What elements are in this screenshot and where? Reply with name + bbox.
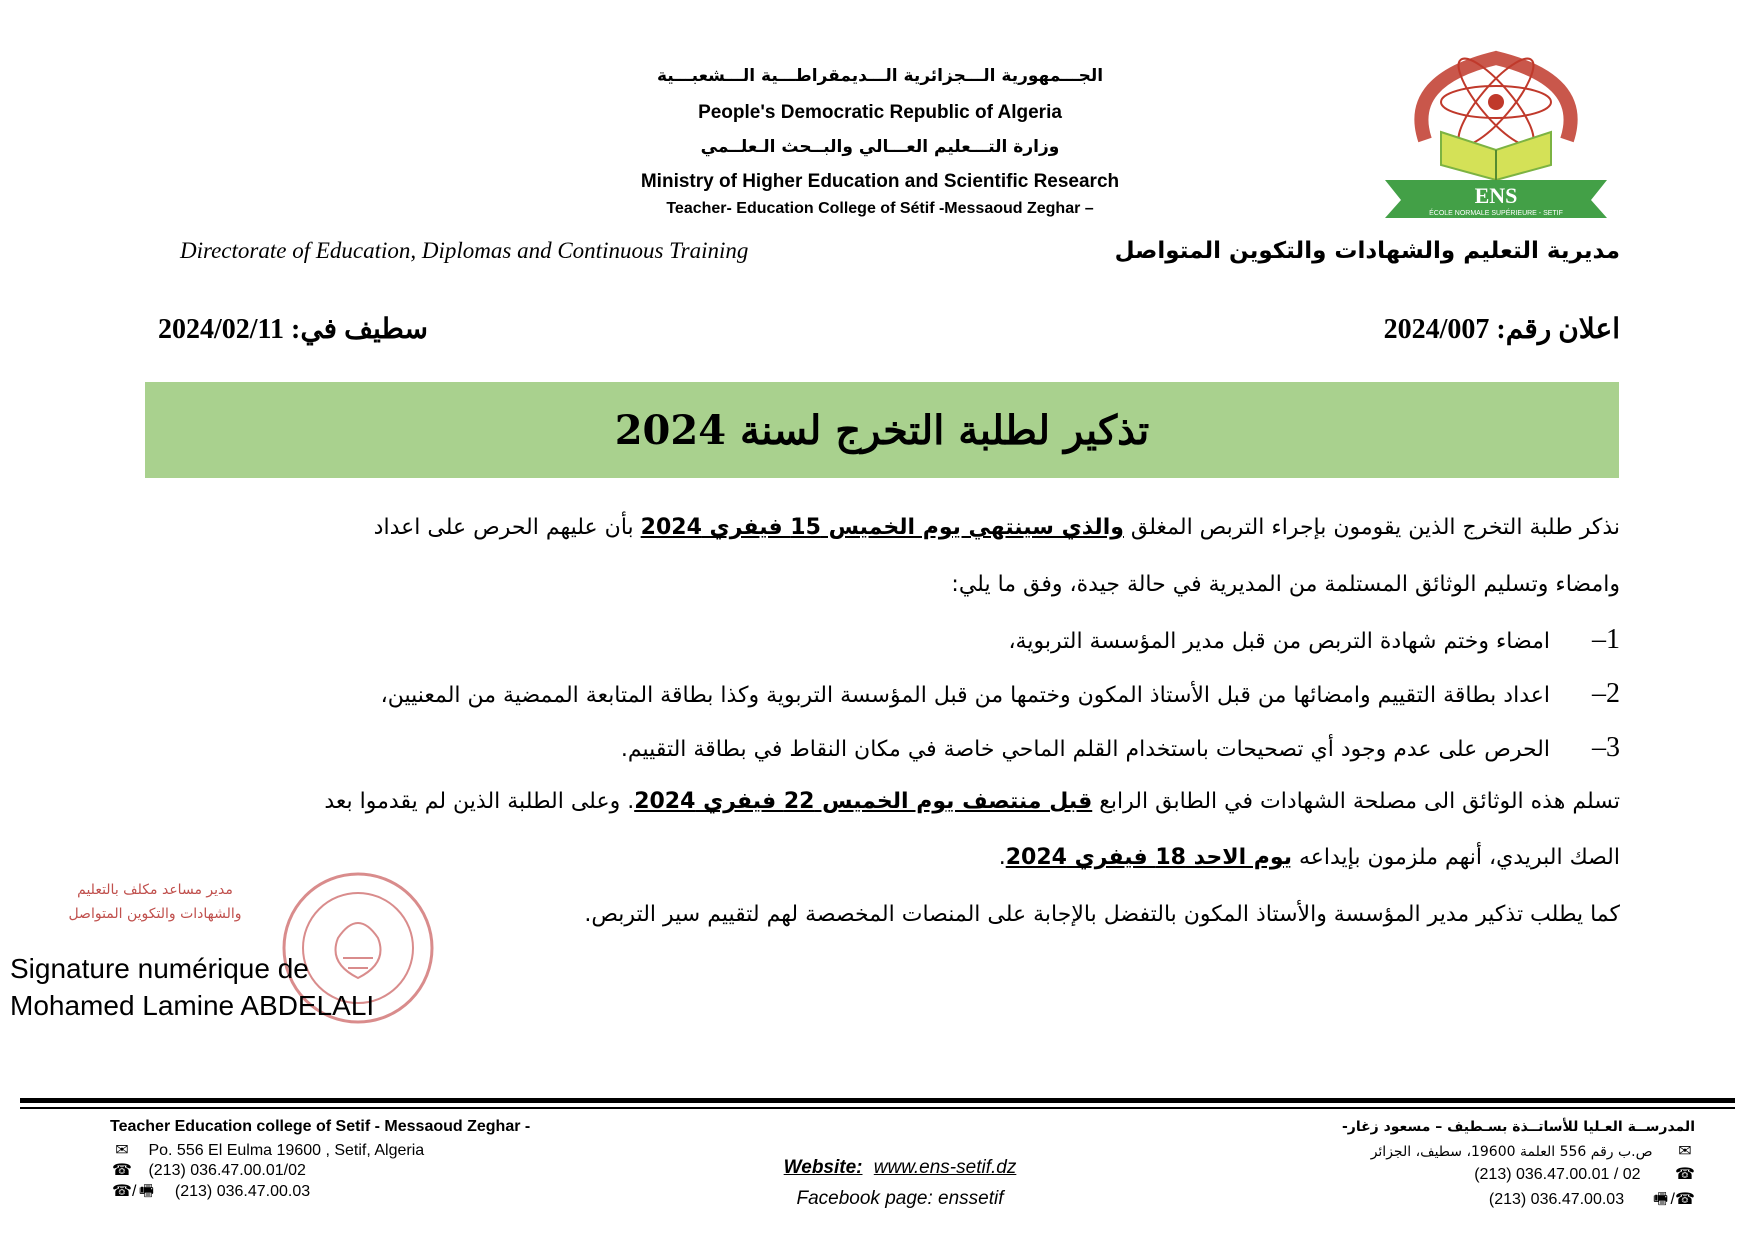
- ministry-ar: وزارة التـــعليم العـــالي والبــحث الـعلــمي: [700, 137, 1060, 157]
- list-text: اعداد بطاقة التقييم وامضائها من قبل الأستاذ المكون وختمها من قبل المؤسسة التربوية وكذا بطاقة المتابعة الممضية من المعنيين،: [380, 683, 1550, 708]
- p2-text-b: . وعلى الطلبة الذين لم يقدموا بعد: [324, 789, 635, 814]
- list-text: الحرص على عدم وجود أي تصحيحات باستخدام القلم الماحي خاصة في مكان النقاط في بطاقة التقييم.: [620, 737, 1550, 762]
- phone-icon: ☎: [1675, 1166, 1695, 1183]
- footer-right-fax-row: (213) 036.47.00.03 🖷 /☎: [1489, 1188, 1695, 1215]
- footer-left-fax: (213) 036.47.00.03: [174, 1183, 311, 1200]
- digital-signature-line-1: Signature numérique de: [10, 953, 309, 984]
- ministry-en: Ministry of Higher Education and Scientific Research: [640, 171, 1120, 192]
- footer-left-address: Po. 556 El Eulma 19600 , Setif, Algeria: [148, 1142, 425, 1159]
- footer-facebook: Facebook page: enssetif: [796, 1188, 1004, 1209]
- footer-left-name: Teacher Education college of Setif - Messaoud Zeghar -: [110, 1118, 531, 1135]
- footer-divider-thin: [20, 1107, 1735, 1109]
- announcement-number: 2024/007: [1383, 314, 1490, 345]
- footer-right-address: ص.ب رقم 556 العلمة 19600، سطيف، الجزائر: [1370, 1144, 1653, 1160]
- p1-underlined: والذي سينتهي يوم الخميس 15 فيفري 2024: [640, 515, 1124, 540]
- mail-icon: ✉: [115, 1142, 129, 1159]
- paragraph-2: [324, 789, 1620, 814]
- p1-text-a: نذكر طلبة التخرج الذين يقومون بإجراء التربص المغلق: [1123, 515, 1620, 540]
- digital-signature-line-2: Mohamed Lamine ABDELALI: [10, 990, 375, 1021]
- college-en: Teacher- Education College of Sétif -Messaoud Zeghar –: [666, 200, 1094, 217]
- website-label: Website:: [783, 1157, 863, 1178]
- list-item: [381, 678, 1620, 710]
- p3-text-b: .: [998, 845, 1006, 870]
- directorate-ar: مديرية التعليم والشهادات والتكوين المتواصل: [1114, 238, 1620, 264]
- footer-website-row: [720, 1157, 1080, 1179]
- directorate-en: Directorate of Education, Diplomas and Continuous Training: [180, 238, 749, 263]
- footer-left-fax-row: ☎/ 🖷 (213) 036.47.00.03: [112, 1180, 310, 1207]
- stamp-title-line-1: مدير مساعد مكلف بالتعليم: [77, 882, 233, 898]
- republic-ar: الجـــمهورية الـــجزائرية الـــديمقراطـــية الـــشعبـــية: [656, 66, 1104, 86]
- logo-text: ENS: [1474, 183, 1518, 208]
- footer-left-phone-row: [112, 1160, 306, 1180]
- phone-icon: ☎: [112, 1183, 132, 1200]
- date-ref: [158, 312, 428, 346]
- list-item: [1008, 624, 1620, 656]
- footer-divider-thick: [20, 1098, 1735, 1103]
- school-logo: [1365, 40, 1627, 220]
- paragraph-1-line-1: [374, 515, 1620, 540]
- list-text: امضاء وختم شهادة التربص من قبل مدير المؤسسة التربوية،: [1008, 629, 1550, 654]
- footer-right-phone-row: [1474, 1164, 1695, 1184]
- title-banner: [145, 382, 1619, 478]
- place-label: سطيف في:: [291, 314, 428, 345]
- p2-text-a: تسلم هذه الوثائق الى مصلحة الشهادات في الطابق الرابع: [1092, 789, 1620, 814]
- list-item: [621, 732, 1620, 764]
- p3-underlined: يوم الاحد 18 فيفري 2024: [1005, 845, 1292, 870]
- logo-subtext: ÉCOLE NORMALE SUPÉRIEURE - SETIF: [1429, 210, 1563, 217]
- mail-icon: ✉: [1678, 1141, 1692, 1160]
- footer-right-fax: (213) 036.47.00.03: [1488, 1191, 1625, 1208]
- footer-right-phone: (213) 036.47.00.01 / 02: [1474, 1166, 1641, 1183]
- paragraph-3: [999, 845, 1620, 870]
- p3-text-a: الصك البريدي، أنهم ملزمون بإيداعه: [1291, 845, 1620, 870]
- footer-right-name: المدرســة العـليا للأساتــذة بسـطيف – مسعود زغار-: [1341, 1119, 1695, 1135]
- p2-underlined: قبل منتصف يوم الخميس 22 فيفري 2024: [634, 789, 1093, 814]
- paragraph-1-line-2: وامضاء وتسليم الوثائق المستلمة من المديرية في حالة جيدة، وفق ما يلي:: [951, 572, 1620, 597]
- footer-left-phone: (213) 036.47.00.01/02: [148, 1162, 306, 1179]
- announcement-label: اعلان رقم:: [1496, 314, 1620, 345]
- announcement-ref: [1384, 312, 1620, 346]
- footer-right-address-row: [1371, 1141, 1695, 1160]
- list-number: 2–: [1592, 678, 1620, 709]
- phone-icon: ☎: [112, 1162, 132, 1179]
- p1-text-b: بأن عليهم الحرص على اعداد: [373, 515, 641, 540]
- fax-icon: 🖷: [138, 1183, 154, 1200]
- footer-left-address-row: [112, 1140, 424, 1160]
- announcement-date: 2024/02/11: [158, 314, 285, 345]
- fax-icon: 🖷: [1652, 1191, 1669, 1208]
- stamp-title-line-2: والشهادات والتكوين المتواصل: [68, 906, 242, 922]
- republic-en: People's Democratic Republic of Algeria: [698, 102, 1062, 123]
- paragraph-4: كما يطلب تذكير مدير المؤسسة والأستاذ المكون بالتفضل بالإجابة على المنصات المخصصة لهم لتقييم سير التربص.: [584, 902, 1620, 927]
- list-number: 3–: [1592, 732, 1620, 763]
- website-link[interactable]: www.ens-setif.dz: [873, 1157, 1017, 1178]
- phone-icon: ☎: [1675, 1191, 1695, 1208]
- page-title: تذكير لطلبة التخرج لسنة 2024: [614, 406, 1150, 454]
- list-number: 1–: [1592, 624, 1620, 655]
